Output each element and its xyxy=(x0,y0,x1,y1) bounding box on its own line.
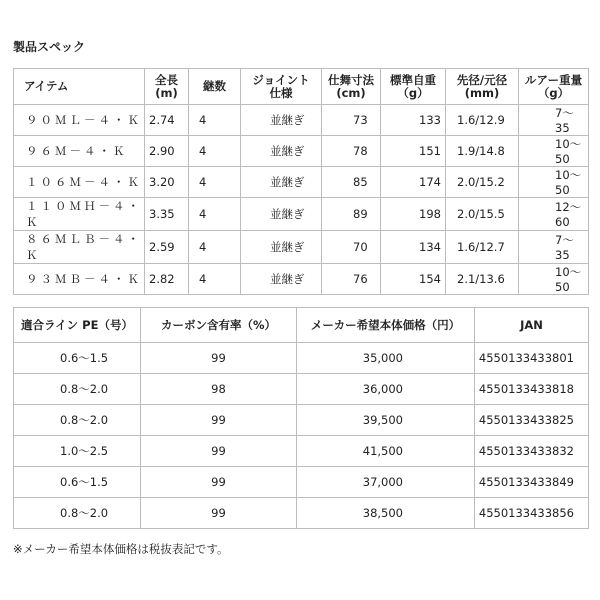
spec-item-name: １１０ＭＨ－４・Ｋ xyxy=(14,198,145,231)
spec-item-name: ９３ＭＢ－４・Ｋ xyxy=(14,264,145,295)
price-carbon-content: 99 xyxy=(141,343,297,374)
price-carbon-content: 99 xyxy=(141,436,297,467)
spec-lure-weight: 7～35 xyxy=(519,105,589,136)
price-jan-code: 4550133433849 xyxy=(475,467,589,498)
spec-row xyxy=(14,231,589,264)
spec-pieces: 4 xyxy=(189,198,241,231)
price-carbon-content: 98 xyxy=(141,374,297,405)
price-header-row xyxy=(14,308,589,343)
spec-header-row xyxy=(14,69,589,105)
price-jan-code: 4550133433818 xyxy=(475,374,589,405)
price-header-price: メーカー希望本体価格（円） xyxy=(297,308,475,343)
price-table xyxy=(13,307,589,529)
spec-header-diameter: 先径/元径 (mm) xyxy=(446,69,519,105)
spec-diameter: 2.0/15.2 xyxy=(446,167,519,198)
spec-row xyxy=(14,105,589,136)
spec-weight: 174 xyxy=(381,167,446,198)
price-row xyxy=(14,467,589,498)
price-carbon-content: 99 xyxy=(141,498,297,529)
spec-weight: 133 xyxy=(381,105,446,136)
price-jan-code: 4550133433856 xyxy=(475,498,589,529)
price-jan-code: 4550133433825 xyxy=(475,405,589,436)
spec-header-item: アイテム xyxy=(14,69,145,105)
price-value: 39,500 xyxy=(297,405,475,436)
spec-header-length: 全長 (m) xyxy=(145,69,189,105)
spec-diameter: 1.6/12.9 xyxy=(446,105,519,136)
price-header-jan: JAN xyxy=(475,308,589,343)
spec-lure-weight: 7～35 xyxy=(519,231,589,264)
spec-closed-length: 78 xyxy=(322,136,381,167)
price-row xyxy=(14,343,589,374)
spec-length: 2.59 xyxy=(145,231,189,264)
spec-closed-length: 73 xyxy=(322,105,381,136)
spec-diameter: 2.0/15.5 xyxy=(446,198,519,231)
spec-header-joint: ジョイント 仕様 xyxy=(241,69,322,105)
spec-length: 3.20 xyxy=(145,167,189,198)
price-row xyxy=(14,405,589,436)
spec-row xyxy=(14,167,589,198)
spec-header-closed-length: 仕舞寸法 (cm) xyxy=(322,69,381,105)
spec-joint: 並継ぎ xyxy=(241,105,322,136)
spec-closed-length: 89 xyxy=(322,198,381,231)
spec-diameter: 2.1/13.6 xyxy=(446,264,519,295)
spec-weight: 151 xyxy=(381,136,446,167)
spec-weight: 134 xyxy=(381,231,446,264)
spec-item-name: ８６ＭＬＢ－４・Ｋ xyxy=(14,231,145,264)
price-note: ※メーカー希望本体価格は税抜表記です。 xyxy=(13,542,229,556)
price-line-rating: 0.8～2.0 xyxy=(14,498,141,529)
spec-pieces: 4 xyxy=(189,167,241,198)
spec-row xyxy=(14,198,589,231)
spec-table xyxy=(13,68,589,295)
spec-lure-weight: 10～50 xyxy=(519,136,589,167)
spec-weight: 154 xyxy=(381,264,446,295)
price-value: 38,500 xyxy=(297,498,475,529)
price-line-rating: 0.8～2.0 xyxy=(14,405,141,436)
page-title: 製品スペック xyxy=(13,40,86,54)
spec-joint: 並継ぎ xyxy=(241,264,322,295)
spec-lure-weight: 12～60 xyxy=(519,198,589,231)
spec-joint: 並継ぎ xyxy=(241,167,322,198)
spec-lure-weight: 10～50 xyxy=(519,264,589,295)
price-line-rating: 0.8～2.0 xyxy=(14,374,141,405)
spec-header-weight: 標準自重 （g） xyxy=(381,69,446,105)
spec-pieces: 4 xyxy=(189,264,241,295)
price-row xyxy=(14,374,589,405)
spec-pieces: 4 xyxy=(189,105,241,136)
spec-item-name: １０６Ｍ－４・Ｋ xyxy=(14,167,145,198)
spec-closed-length: 70 xyxy=(322,231,381,264)
price-value: 41,500 xyxy=(297,436,475,467)
spec-closed-length: 76 xyxy=(322,264,381,295)
price-value: 37,000 xyxy=(297,467,475,498)
spec-length: 2.90 xyxy=(145,136,189,167)
price-line-rating: 0.6～1.5 xyxy=(14,343,141,374)
spec-closed-length: 85 xyxy=(322,167,381,198)
spec-length: 2.82 xyxy=(145,264,189,295)
price-row xyxy=(14,498,589,529)
spec-pieces: 4 xyxy=(189,136,241,167)
price-row xyxy=(14,436,589,467)
spec-joint: 並継ぎ xyxy=(241,136,322,167)
spec-joint: 並継ぎ xyxy=(241,231,322,264)
price-value: 35,000 xyxy=(297,343,475,374)
spec-item-name: ９０ＭＬ－４・Ｋ xyxy=(14,105,145,136)
price-header-line: 適合ライン PE（号） xyxy=(14,308,141,343)
spec-item-name: ９６Ｍ－４・Ｋ xyxy=(14,136,145,167)
spec-diameter: 1.9/14.8 xyxy=(446,136,519,167)
spec-weight: 198 xyxy=(381,198,446,231)
spec-length: 2.74 xyxy=(145,105,189,136)
price-value: 36,000 xyxy=(297,374,475,405)
spec-diameter: 1.6/12.7 xyxy=(446,231,519,264)
price-line-rating: 0.6～1.5 xyxy=(14,467,141,498)
spec-row xyxy=(14,264,589,295)
price-line-rating: 1.0～2.5 xyxy=(14,436,141,467)
spec-row xyxy=(14,136,589,167)
price-carbon-content: 99 xyxy=(141,467,297,498)
spec-joint: 並継ぎ xyxy=(241,198,322,231)
price-jan-code: 4550133433801 xyxy=(475,343,589,374)
price-header-carbon: カーボン含有率（%） xyxy=(141,308,297,343)
spec-lure-weight: 10～50 xyxy=(519,167,589,198)
price-jan-code: 4550133433832 xyxy=(475,436,589,467)
spec-length: 3.35 xyxy=(145,198,189,231)
price-carbon-content: 99 xyxy=(141,405,297,436)
spec-header-pieces: 継数 xyxy=(189,69,241,105)
spec-pieces: 4 xyxy=(189,231,241,264)
spec-header-lure-weight: ルアー重量 （g） xyxy=(519,69,589,105)
